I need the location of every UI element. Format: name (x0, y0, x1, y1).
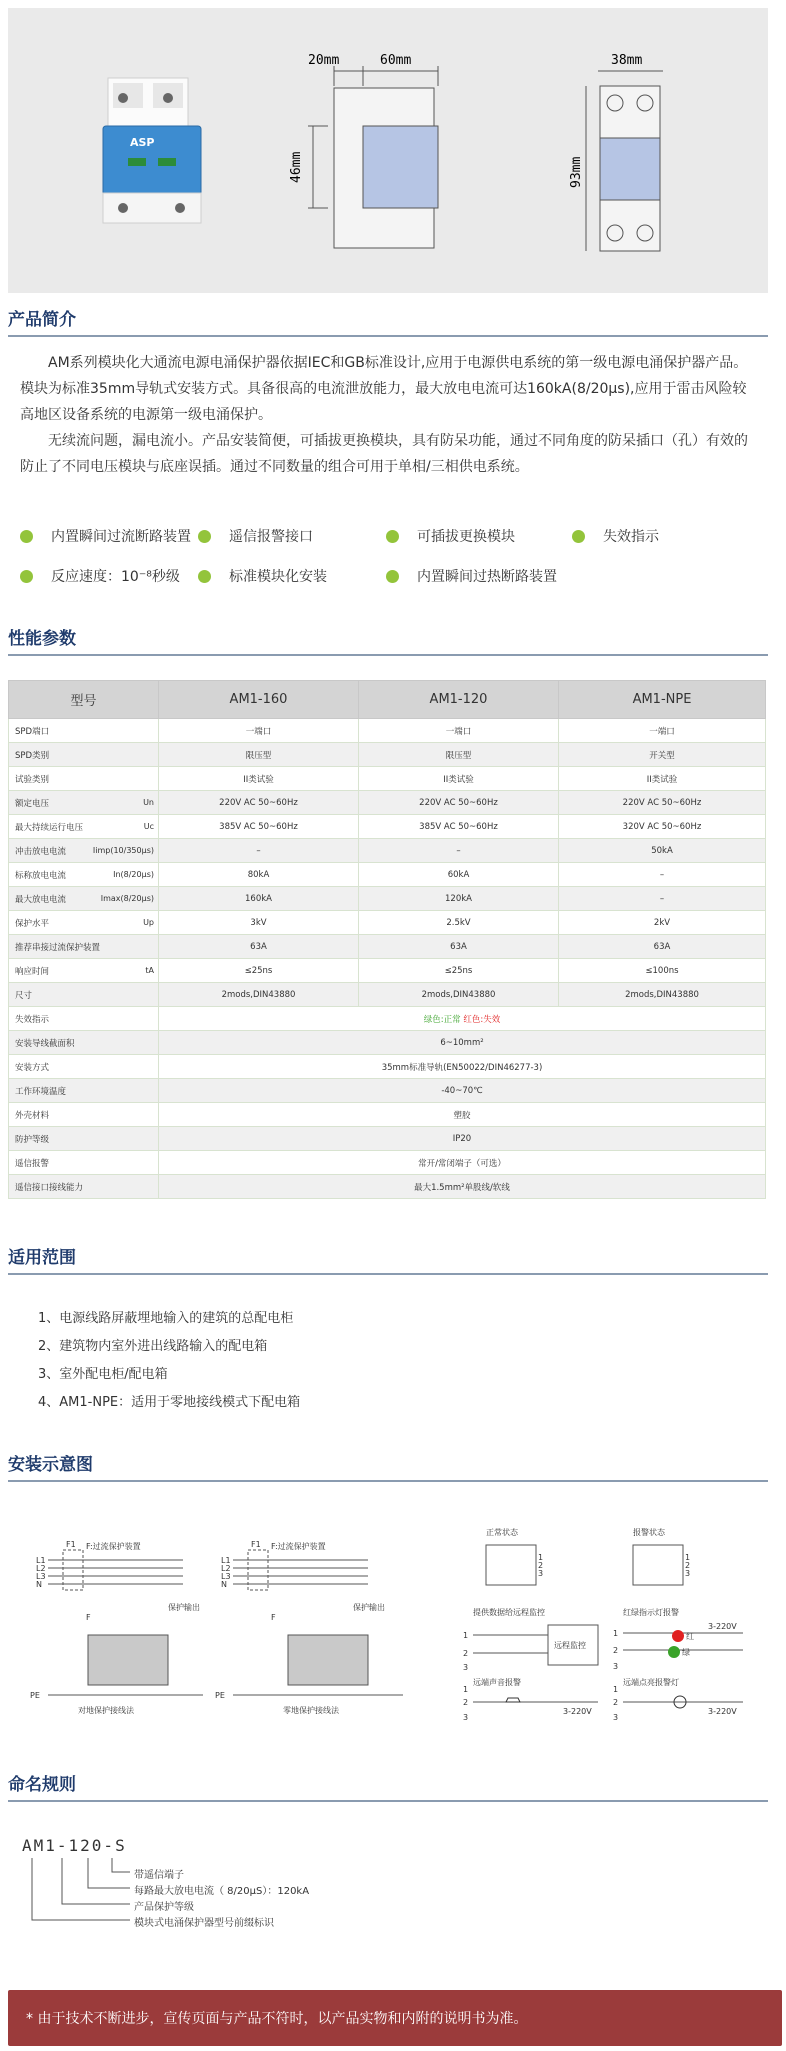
param-label: 尺寸 (15, 990, 33, 1001)
value-cell: II类试验 (159, 767, 359, 791)
pin-3: 3 (463, 1713, 469, 1722)
label-L3: L3 (221, 1572, 231, 1581)
label-F: F (86, 1613, 91, 1622)
red-lamp-icon (672, 1630, 684, 1642)
bullet-dot-icon (386, 530, 399, 543)
param-name: 遥信报警 (9, 1151, 159, 1175)
value-cell: 60kA (359, 863, 559, 887)
disclaimer-banner: * 由于技术不断进步，宣传页面与产品不符时，以产品实物和内附的说明书为准。 (8, 1990, 782, 2046)
label-N: N (221, 1580, 227, 1589)
naming-code: AM1-120-S (22, 1836, 127, 1855)
label-L3: L3 (36, 1572, 46, 1581)
pin-1: 1 (538, 1553, 544, 1562)
param-name (9, 935, 159, 959)
caption-ground: 对地保护接线法 (78, 1706, 134, 1715)
table-row (9, 815, 766, 839)
label-F1: F1 (66, 1540, 76, 1549)
label-overcurrent: F:过流保护装置 (86, 1542, 141, 1551)
table-row (9, 1127, 766, 1151)
product-photo (103, 78, 201, 223)
param-label: SPD类别 (15, 750, 50, 761)
bullet-dot-icon (386, 570, 399, 583)
naming-leader-lines (22, 1858, 142, 1948)
value-cell: 63A (359, 935, 559, 959)
value-cell: 2mods,DIN43880 (559, 983, 766, 1007)
value-cell: 塑胶 (159, 1103, 766, 1127)
value-cell: 3kV (159, 911, 359, 935)
value-cell: 63A (159, 935, 359, 959)
value-cell: -40~70℃ (159, 1079, 766, 1103)
pin-1: 1 (463, 1685, 469, 1694)
pin-2: 2 (463, 1698, 469, 1707)
param-name (9, 719, 159, 743)
scope-item: 1、电源线路屏蔽埋地输入的建筑的总配电柜 (38, 1311, 294, 1326)
wiring-diagram (8, 1505, 768, 1735)
table-row (9, 767, 766, 791)
logo-text: ASP (130, 136, 155, 149)
label-remote-box: 远程监控 (554, 1641, 586, 1650)
table-row (9, 1055, 766, 1079)
value-cell: 2mods,DIN43880 (359, 983, 559, 1007)
pin-2: 2 (613, 1698, 619, 1707)
table-row (9, 1031, 766, 1055)
scope-item: 3、室外配电柜/配电箱 (38, 1367, 168, 1382)
value-cell: 一端口 (559, 719, 766, 743)
pin-2: 2 (685, 1561, 691, 1570)
pin-3: 3 (538, 1569, 544, 1578)
status-green: 绿色:正常 (423, 1014, 461, 1025)
param-label: 试验类别 (15, 774, 50, 785)
scope-item: 2、建筑物内室外进出线路输入的配电箱 (38, 1339, 268, 1354)
label-PE: PE (215, 1691, 225, 1700)
value-cell: 2.5kV (359, 911, 559, 935)
label-output: 保护输出 (168, 1603, 200, 1612)
label-red: 红 (686, 1632, 694, 1641)
status-cell (159, 1007, 766, 1031)
caption-neutral: 零地保护接线法 (283, 1706, 339, 1715)
param-symbol: Up (143, 918, 154, 927)
table-row (9, 935, 766, 959)
header-model: 型号 (9, 681, 159, 719)
feature-item: 可插拔更换模块 (386, 526, 515, 546)
param-name (9, 887, 159, 911)
value-cell: ≤100ns (559, 959, 766, 983)
value-cell: 220V AC 50~60Hz (159, 791, 359, 815)
label-remote-data: 提供数据给远程监控 (473, 1608, 545, 1617)
section-header-params: 性能参数 (8, 624, 768, 656)
table-row (9, 959, 766, 983)
section-header-scope: 适用范围 (8, 1243, 768, 1275)
param-name (9, 911, 159, 935)
value-cell: 320V AC 50~60Hz (559, 815, 766, 839)
value-cell: 35mm标准导轨(EN50022/DIN46277-3) (159, 1055, 766, 1079)
value-cell: 220V AC 50~60Hz (559, 791, 766, 815)
dim-93mm: 93mm (569, 156, 584, 188)
value-cell: 63A (559, 935, 766, 959)
dim-46mm: 46mm (289, 151, 304, 183)
pin-2: 2 (538, 1561, 544, 1570)
param-name: 安装方式 (9, 1055, 159, 1079)
feature-item: 标准模块化安装 (198, 566, 327, 586)
section-header-intro: 产品简介 (8, 305, 768, 337)
table-row (9, 1079, 766, 1103)
naming-item: 模块式电涌保护器型号前缀标识 (134, 1918, 274, 1929)
table-row (9, 791, 766, 815)
section-header-naming: 命名规则 (8, 1770, 768, 1802)
side-view-drawing (308, 66, 438, 248)
param-label: 推荐串接过流保护装置 (15, 942, 101, 953)
section-header-install: 安装示意图 (8, 1450, 768, 1482)
buzzer-icon (506, 1698, 520, 1702)
param-name (9, 743, 159, 767)
pin-1: 1 (613, 1629, 619, 1638)
value-cell: 2kV (559, 911, 766, 935)
value-cell: 80kA (159, 863, 359, 887)
value-cell: IP20 (159, 1127, 766, 1151)
value-cell: 120kA (359, 887, 559, 911)
label-L2: L2 (221, 1564, 231, 1573)
feature-item: 失效指示 (572, 526, 659, 546)
naming-item: 带遥信端子 (134, 1870, 184, 1881)
label-F: F (271, 1613, 276, 1622)
table-row (9, 1007, 766, 1031)
header-am1-120: AM1-120 (359, 681, 559, 719)
param-symbol: Uc (143, 822, 154, 831)
table-row (9, 1175, 766, 1199)
scope-item: 4、AM1-NPE：适用于零地接线模式下配电箱 (38, 1395, 301, 1410)
value-cell: 开关型 (559, 743, 766, 767)
pin-3: 3 (613, 1713, 619, 1722)
param-name: 外壳材料 (9, 1103, 159, 1127)
naming-item: 产品保护等级 (134, 1902, 194, 1913)
pin-2: 2 (463, 1649, 469, 1658)
param-name (9, 863, 159, 887)
label-voltage: 3-220V (708, 1622, 737, 1631)
product-drawings (8, 8, 768, 293)
value-cell: – (359, 839, 559, 863)
label-lamp-alarm: 远端点亮报警灯 (623, 1678, 679, 1687)
table-row (9, 887, 766, 911)
value-cell: 385V AC 50~60Hz (359, 815, 559, 839)
value-cell: 最大1.5mm²单股线/软线 (159, 1175, 766, 1199)
label-voltage: 3-220V (708, 1707, 737, 1716)
param-symbol: Imax(8/20μs) (100, 894, 154, 903)
value-cell: ≤25ns (359, 959, 559, 983)
label-buzzer-alarm: 远端声音报警 (473, 1678, 521, 1687)
intro-paragraph-2: 无续流问题，漏电流小。产品安装简便，可插拔更换模块，具有防呆功能，通过不同角度的防呆插口（孔）有效的防止了不同电压模块与底座误插。通过不同数量的组合可用于单相/三相供电系统。 (20, 433, 748, 475)
label-green: 绿 (682, 1648, 690, 1657)
label-N: N (36, 1580, 42, 1589)
dim-38mm: 38mm (611, 53, 643, 68)
value-cell: 2mods,DIN43880 (159, 983, 359, 1007)
table-row (9, 1151, 766, 1175)
product-hero (8, 8, 768, 293)
table-row (9, 839, 766, 863)
bullet-dot-icon (572, 530, 585, 543)
value-cell: 一端口 (159, 719, 359, 743)
table-row (9, 743, 766, 767)
feature-item: 遥信报警接口 (198, 526, 313, 546)
param-symbol: Iimp(10/350μs) (92, 846, 154, 855)
front-view-drawing (586, 71, 663, 251)
param-label: 保护水平 (15, 918, 50, 929)
table-header-row (9, 681, 766, 719)
label-L1: L1 (36, 1556, 46, 1565)
value-cell: ≤25ns (159, 959, 359, 983)
value-cell: 一端口 (359, 719, 559, 743)
param-label: SPD端口 (15, 726, 50, 737)
label-F1: F1 (251, 1540, 261, 1549)
value-cell: – (559, 863, 766, 887)
header-am1-160: AM1-160 (159, 681, 359, 719)
naming-item: 每路最大放电电流（ 8/20μS）：120kA (134, 1886, 310, 1897)
param-name: 遥信接口接线能力 (9, 1175, 159, 1199)
pin-3: 3 (685, 1569, 691, 1578)
value-cell: 160kA (159, 887, 359, 911)
header-am1-npe: AM1-NPE (559, 681, 766, 719)
param-name (9, 839, 159, 863)
pin-1: 1 (463, 1631, 469, 1640)
param-label: 额定电压 (15, 798, 50, 809)
label-normal-state: 正常状态 (486, 1528, 518, 1537)
param-label: 标称放电电流 (15, 870, 67, 881)
table-row (9, 863, 766, 887)
label-alarm-state: 报警状态 (633, 1528, 665, 1537)
table-row (9, 719, 766, 743)
param-label: 冲击放电电流 (15, 846, 67, 857)
pin-1: 1 (613, 1685, 619, 1694)
table-row (9, 911, 766, 935)
param-symbol: tA (145, 966, 154, 975)
value-cell: 限压型 (159, 743, 359, 767)
value-cell: 220V AC 50~60Hz (359, 791, 559, 815)
feature-item: 内置瞬间过流断路装置 (20, 526, 191, 546)
bullet-dot-icon (20, 570, 33, 583)
label-voltage: 3-220V (563, 1707, 592, 1716)
label-overcurrent: F:过流保护装置 (271, 1542, 326, 1551)
param-name: 防护等级 (9, 1127, 159, 1151)
param-name: 失效指示 (9, 1007, 159, 1031)
bullet-dot-icon (198, 530, 211, 543)
intro-paragraph-1: AM系列模块化大通流电源电涌保护器依据IEC和GB标准设计,应用于电源供电系统的第一级电源电涌保护器产品。模块为标准35mm导轨式安装方式。具备很高的电流泄放能力，最大放电电流可达160kA(8/20μs),应用于雷击风险较高地区设备系统的电源第一级电涌保护。 (20, 355, 748, 423)
label-red-green-alarm: 红绿指示灯报警 (623, 1608, 679, 1617)
pin-3: 3 (613, 1662, 619, 1671)
dim-60mm: 60mm (380, 53, 412, 68)
param-name (9, 767, 159, 791)
pin-1: 1 (685, 1553, 691, 1562)
param-name: 工作环境温度 (9, 1079, 159, 1103)
label-L1: L1 (221, 1556, 231, 1565)
value-cell: 常开/常闭端子（可选） (159, 1151, 766, 1175)
value-cell: 限压型 (359, 743, 559, 767)
table-row (9, 983, 766, 1007)
value-cell: 385V AC 50~60Hz (159, 815, 359, 839)
param-name (9, 959, 159, 983)
table-row (9, 1103, 766, 1127)
param-label: 最大放电电流 (15, 894, 67, 905)
value-cell: II类试验 (559, 767, 766, 791)
label-output: 保护输出 (353, 1603, 385, 1612)
value-cell: 6~10mm² (159, 1031, 766, 1055)
param-symbol: Un (143, 798, 154, 807)
green-lamp-icon (668, 1646, 680, 1658)
param-name (9, 791, 159, 815)
spec-table (8, 680, 766, 1199)
value-cell: – (559, 887, 766, 911)
feature-item: 内置瞬间过热断路装置 (386, 566, 557, 586)
label-L2: L2 (36, 1564, 46, 1573)
param-name (9, 983, 159, 1007)
feature-item: 反应速度：10⁻⁸秒级 (20, 566, 180, 586)
value-cell: – (159, 839, 359, 863)
value-cell: II类试验 (359, 767, 559, 791)
param-symbol: In(8/20μs) (113, 870, 154, 879)
param-label: 响应时间 (15, 966, 50, 977)
label-PE: PE (30, 1691, 40, 1700)
pin-3: 3 (463, 1663, 469, 1672)
param-name: 安装导线截面积 (9, 1031, 159, 1055)
param-label: 最大持续运行电压 (15, 822, 84, 833)
bullet-dot-icon (20, 530, 33, 543)
status-red: 红色:失效 (463, 1014, 501, 1025)
dim-20mm: 20mm (308, 53, 340, 68)
param-name (9, 815, 159, 839)
value-cell: 50kA (559, 839, 766, 863)
bullet-dot-icon (198, 570, 211, 583)
pin-2: 2 (613, 1646, 619, 1655)
